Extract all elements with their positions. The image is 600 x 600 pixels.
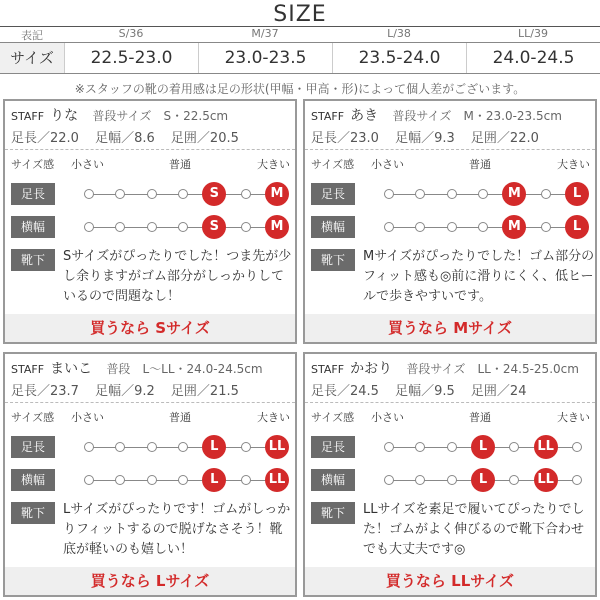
scale-dot (115, 222, 125, 232)
foot-measurements (311, 127, 551, 146)
foot-girth: 足囲／22.0 (470, 131, 539, 146)
scale-big-label: 大きい (257, 158, 290, 171)
scale-header (305, 154, 595, 172)
scale-dot (415, 222, 425, 232)
scale-dot (572, 475, 582, 485)
staff-card (3, 352, 297, 597)
scale-dot (178, 189, 188, 199)
scale-dot (178, 475, 188, 485)
scale-header (305, 407, 595, 425)
scale-dot (147, 442, 157, 452)
size-pick-marker: M (265, 215, 289, 239)
shoe-tag: 靴下 (11, 502, 55, 524)
staff-name: あき (350, 108, 379, 124)
scale-dot (115, 189, 125, 199)
fit-row-width (5, 467, 295, 493)
foot-length: 足長／22.0 (11, 131, 79, 146)
header-cell: L/38 (387, 27, 411, 40)
size-verdict: 買うなら Sサイズ (5, 314, 295, 342)
scale-dot (84, 189, 94, 199)
staff-name: かおり (350, 361, 393, 377)
scale-dot (147, 475, 157, 485)
staff-name: まいこ (50, 361, 93, 377)
shoe-tag: 靴下 (311, 502, 355, 524)
scale-dot (509, 442, 519, 452)
scale-dot (541, 189, 551, 199)
foot-girth: 足囲／21.5 (170, 384, 239, 399)
usual-size-value: LL・24.5-25.0cm (477, 362, 579, 376)
row-label: サイズ (0, 43, 64, 73)
size-title: SIZE (273, 2, 327, 27)
size-cell: 23.0-23.5 (198, 43, 332, 73)
foot-girth: 足囲／20.5 (170, 131, 239, 146)
scale-small-label: 小さい (371, 158, 404, 171)
scale-big-label: 大きい (257, 411, 290, 424)
size-pick-marker: L (565, 215, 589, 239)
scale-dot (572, 442, 582, 452)
fit-row-label: 足長 (11, 183, 55, 205)
divider (305, 402, 595, 403)
scale-dot (478, 189, 488, 199)
scale-big-label: 大きい (557, 411, 590, 424)
scale-dot (84, 475, 94, 485)
scale-dot (384, 475, 394, 485)
fit-row-length (305, 434, 595, 460)
scale-dot (84, 442, 94, 452)
foot-girth: 足囲／24 (470, 384, 527, 399)
staff-card (3, 99, 297, 344)
foot-width: 足幅／9.2 (95, 384, 155, 399)
size-cell: 23.5-24.0 (332, 43, 466, 73)
scale-small-label: 小さい (371, 411, 404, 424)
usual-size-value: L～LL・24.0-24.5cm (142, 362, 263, 376)
staff-name-line (11, 358, 263, 378)
size-pick-marker: L (565, 182, 589, 206)
divider (5, 402, 295, 403)
scale-dot (541, 222, 551, 232)
staff-comment: Mサイズがぴったりでした！ゴム部分のフィット感も◎前に滑りにくく、低ヒールで歩きやすいです。 (363, 249, 595, 304)
fit-row-label: 足長 (311, 436, 355, 458)
scale-dot (115, 475, 125, 485)
staff-comment: LLサイズを素足で履いてぴったりでした！ゴムがよく伸びるので靴下合わせでも大丈夫です◎ (363, 502, 585, 557)
usual-size-label: 普段サイズ (406, 362, 466, 376)
size-pick-marker: S (202, 215, 226, 239)
size-table-row (0, 42, 600, 74)
foot-length: 足長／23.0 (311, 131, 379, 146)
size-pick-marker: M (502, 215, 526, 239)
scale-dot (447, 442, 457, 452)
fit-note: ※スタッフの靴の着用感は足の形状(甲幅・甲高・形)によって個人差がございます。 (74, 82, 526, 96)
header-cell: 表記 (21, 29, 43, 42)
staff-name: りな (50, 108, 79, 124)
staff-name-line (11, 105, 228, 125)
divider (5, 149, 295, 150)
scale-dot (447, 475, 457, 485)
staff-label: STAFF (11, 110, 45, 123)
scale-dot (241, 442, 251, 452)
usual-size-label: 普段サイズ (392, 109, 452, 123)
staff-comment: Sサイズがぴったりでした！つま先が少し余りますがゴム部分がしっかりしているので問題なし！ (63, 249, 292, 304)
size-pick-marker: M (502, 182, 526, 206)
fit-row-length (305, 181, 595, 207)
staff-label: STAFF (311, 363, 345, 376)
scale-normal-label: 普通 (169, 411, 191, 424)
usual-size-value: M・23.0-23.5cm (463, 109, 562, 123)
size-table (0, 27, 600, 74)
scale-header (5, 154, 295, 172)
fit-row-label: 足長 (311, 183, 355, 205)
staff-label: STAFF (11, 363, 45, 376)
scale-dot (509, 475, 519, 485)
scale-dot (415, 442, 425, 452)
scale-small-label: 小さい (71, 158, 104, 171)
divider (305, 149, 595, 150)
scale-dot (241, 475, 251, 485)
staff-name-line (311, 105, 562, 125)
usual-size-label: 普段サイズ (92, 109, 152, 123)
fit-row-width (305, 467, 595, 493)
staff-card (303, 352, 597, 597)
scale-dot (178, 442, 188, 452)
scale-normal-label: 普通 (469, 158, 491, 171)
scale-dot (178, 222, 188, 232)
scale-dot (241, 189, 251, 199)
staff-name-line (311, 358, 579, 378)
scale-dot (384, 222, 394, 232)
size-pick-marker: LL (265, 468, 289, 492)
size-pick-marker: M (265, 182, 289, 206)
shoe-tag: 靴下 (11, 249, 55, 271)
scale-dot (384, 189, 394, 199)
size-verdict: 買うなら Lサイズ (5, 567, 295, 595)
scale-dot (241, 222, 251, 232)
header-cell: M/37 (251, 27, 279, 40)
size-pick-marker: L (471, 435, 495, 459)
size-pick-marker: LL (265, 435, 289, 459)
foot-length: 足長／24.5 (311, 384, 379, 399)
scale-title: サイズ感 (311, 158, 355, 171)
fit-row-length (5, 434, 295, 460)
scale-normal-label: 普通 (469, 411, 491, 424)
scale-small-label: 小さい (71, 411, 104, 424)
scale-dot (115, 442, 125, 452)
fit-row-width (5, 214, 295, 240)
scale-header (5, 407, 295, 425)
scale-big-label: 大きい (557, 158, 590, 171)
foot-measurements (11, 380, 251, 399)
scale-normal-label: 普通 (169, 158, 191, 171)
foot-measurements (311, 380, 538, 399)
usual-size-label: 普段 (106, 362, 131, 376)
size-pick-marker: LL (534, 435, 558, 459)
scale-dot (478, 222, 488, 232)
scale-dot (447, 189, 457, 199)
fit-row-label: 横幅 (11, 469, 55, 491)
header-cell: S/36 (118, 27, 144, 40)
header-cell: LL/39 (518, 27, 548, 40)
size-verdict: 買うなら LLサイズ (305, 567, 595, 595)
scale-dot (384, 442, 394, 452)
scale-title: サイズ感 (11, 158, 55, 171)
scale-title: サイズ感 (11, 411, 55, 424)
foot-width: 足幅／9.5 (395, 384, 455, 399)
staff-label: STAFF (311, 110, 345, 123)
foot-length: 足長／23.7 (11, 384, 79, 399)
size-pick-marker: L (202, 435, 226, 459)
size-cell: 22.5-23.0 (64, 43, 198, 73)
fit-row-label: 足長 (11, 436, 55, 458)
scale-dot (147, 189, 157, 199)
scale-dot (147, 222, 157, 232)
size-pick-marker: L (202, 468, 226, 492)
usual-size-value: S・22.5cm (163, 109, 229, 123)
fit-row-label: 横幅 (311, 469, 355, 491)
fit-row-width (305, 214, 595, 240)
staff-card (303, 99, 597, 344)
scale-dot (415, 189, 425, 199)
scale-dot (415, 475, 425, 485)
fit-row-label: 横幅 (311, 216, 355, 238)
fit-row-length (5, 181, 295, 207)
scale-dot (447, 222, 457, 232)
size-pick-marker: L (471, 468, 495, 492)
scale-title: サイズ感 (311, 411, 355, 424)
foot-measurements (11, 127, 251, 146)
foot-width: 足幅／8.6 (95, 131, 155, 146)
foot-width: 足幅／9.3 (395, 131, 455, 146)
size-verdict: 買うなら Mサイズ (305, 314, 595, 342)
scale-dot (84, 222, 94, 232)
size-pick-marker: S (202, 182, 226, 206)
size-table-header (0, 27, 600, 42)
shoe-tag: 靴下 (311, 249, 355, 271)
staff-comment: Lサイズがぴったりです！ゴムがしっかりフィットするので脱げなさそう！靴底が軽いのも嬉しい！ (63, 502, 291, 557)
size-pick-marker: LL (534, 468, 558, 492)
size-cell: 24.0-24.5 (466, 43, 600, 73)
fit-row-label: 横幅 (11, 216, 55, 238)
